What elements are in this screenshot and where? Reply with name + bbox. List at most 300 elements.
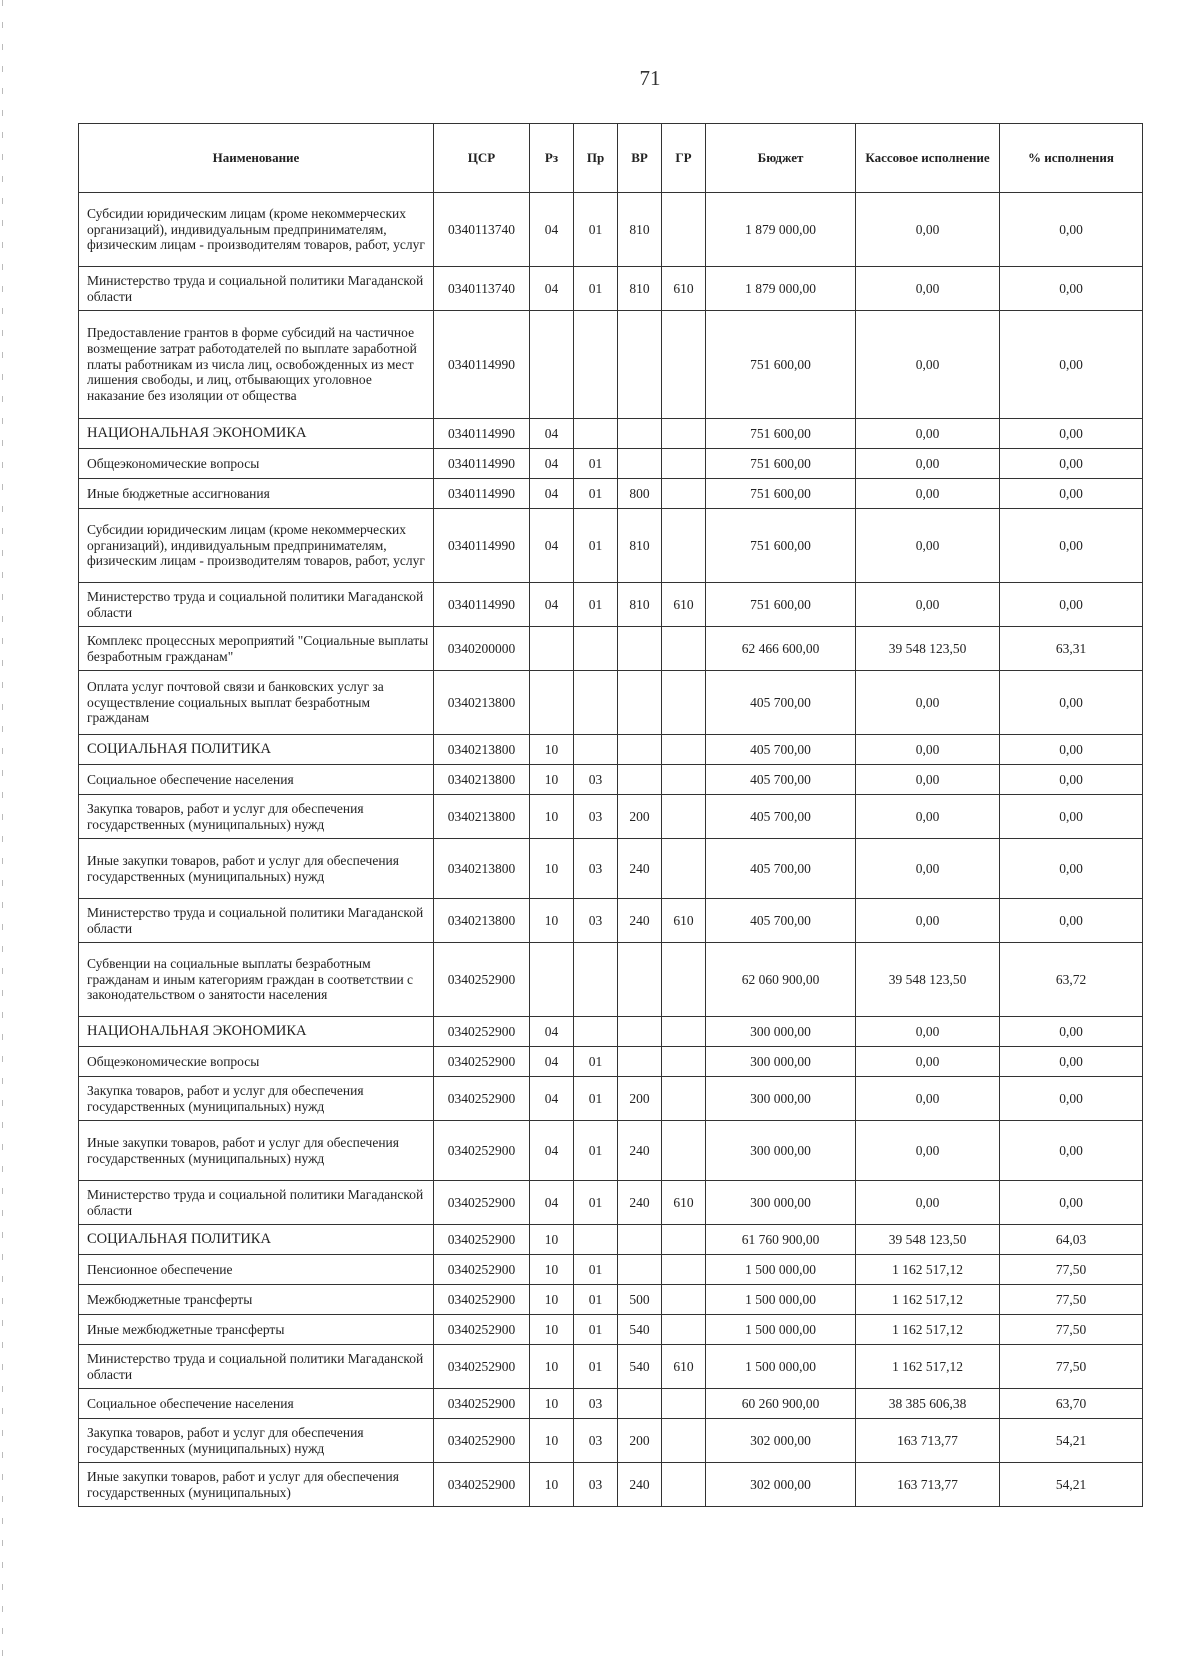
row-budget: 300 000,00 bbox=[706, 1181, 856, 1225]
row-pct: 77,50 bbox=[1000, 1285, 1143, 1315]
row-csr: 0340213800 bbox=[434, 839, 530, 899]
row-gr bbox=[662, 1225, 706, 1255]
row-pr bbox=[574, 943, 618, 1017]
row-gr bbox=[662, 509, 706, 583]
row-csr: 0340252900 bbox=[434, 1419, 530, 1463]
row-gr bbox=[662, 479, 706, 509]
row-pr bbox=[574, 627, 618, 671]
row-cash: 0,00 bbox=[856, 1121, 1000, 1181]
row-gr bbox=[662, 1017, 706, 1047]
row-pct: 0,00 bbox=[1000, 1121, 1143, 1181]
row-csr: 0340252900 bbox=[434, 1017, 530, 1047]
row-pr: 01 bbox=[574, 1345, 618, 1389]
row-budget: 751 600,00 bbox=[706, 419, 856, 449]
table-row bbox=[79, 509, 1143, 583]
row-csr: 0340113740 bbox=[434, 193, 530, 267]
row-pr: 01 bbox=[574, 1047, 618, 1077]
row-vr: 200 bbox=[618, 1419, 662, 1463]
header-vr: ВР bbox=[618, 124, 662, 193]
row-budget: 300 000,00 bbox=[706, 1047, 856, 1077]
table-row bbox=[79, 839, 1143, 899]
row-csr: 0340213800 bbox=[434, 795, 530, 839]
row-budget: 405 700,00 bbox=[706, 899, 856, 943]
row-name: Закупка товаров, работ и услуг для обеспечения государственных (муниципальных) нужд bbox=[79, 1419, 434, 1463]
table-row bbox=[79, 1463, 1143, 1507]
row-rz: 04 bbox=[530, 449, 574, 479]
row-budget: 405 700,00 bbox=[706, 839, 856, 899]
row-vr bbox=[618, 1255, 662, 1285]
row-rz: 04 bbox=[530, 419, 574, 449]
row-name: Иные межбюджетные трансферты bbox=[79, 1315, 434, 1345]
row-pr: 03 bbox=[574, 1389, 618, 1419]
row-cash: 0,00 bbox=[856, 1017, 1000, 1047]
row-pct: 0,00 bbox=[1000, 1047, 1143, 1077]
row-pr bbox=[574, 671, 618, 735]
row-pct: 63,72 bbox=[1000, 943, 1143, 1017]
row-name: Межбюджетные трансферты bbox=[79, 1285, 434, 1315]
row-rz: 04 bbox=[530, 193, 574, 267]
row-csr: 0340213800 bbox=[434, 671, 530, 735]
row-budget: 300 000,00 bbox=[706, 1121, 856, 1181]
row-csr: 0340252900 bbox=[434, 1345, 530, 1389]
row-vr bbox=[618, 735, 662, 765]
row-budget: 60 260 900,00 bbox=[706, 1389, 856, 1419]
row-pct: 0,00 bbox=[1000, 311, 1143, 419]
row-gr bbox=[662, 1047, 706, 1077]
row-gr bbox=[662, 795, 706, 839]
row-budget: 405 700,00 bbox=[706, 795, 856, 839]
row-pct: 0,00 bbox=[1000, 583, 1143, 627]
row-pct: 54,21 bbox=[1000, 1419, 1143, 1463]
row-rz: 04 bbox=[530, 1077, 574, 1121]
row-pct: 0,00 bbox=[1000, 1181, 1143, 1225]
table-body bbox=[79, 193, 1143, 1507]
row-budget: 302 000,00 bbox=[706, 1419, 856, 1463]
row-rz: 04 bbox=[530, 1047, 574, 1077]
row-cash: 0,00 bbox=[856, 735, 1000, 765]
row-rz: 10 bbox=[530, 735, 574, 765]
row-budget: 751 600,00 bbox=[706, 479, 856, 509]
row-csr: 0340252900 bbox=[434, 1225, 530, 1255]
row-vr: 240 bbox=[618, 899, 662, 943]
row-pr bbox=[574, 1225, 618, 1255]
table-row bbox=[79, 1121, 1143, 1181]
row-cash: 163 713,77 bbox=[856, 1463, 1000, 1507]
row-pct: 0,00 bbox=[1000, 671, 1143, 735]
row-vr: 240 bbox=[618, 1181, 662, 1225]
row-vr: 240 bbox=[618, 839, 662, 899]
header-rz: Рз bbox=[530, 124, 574, 193]
row-pct: 0,00 bbox=[1000, 765, 1143, 795]
header-pct: % исполнения bbox=[1000, 124, 1143, 193]
row-pr: 01 bbox=[574, 1181, 618, 1225]
row-csr: 0340113740 bbox=[434, 267, 530, 311]
row-gr: 610 bbox=[662, 267, 706, 311]
row-csr: 0340252900 bbox=[434, 1121, 530, 1181]
row-cash: 0,00 bbox=[856, 671, 1000, 735]
row-rz: 10 bbox=[530, 765, 574, 795]
row-budget: 751 600,00 bbox=[706, 583, 856, 627]
table-row bbox=[79, 943, 1143, 1017]
row-pct: 0,00 bbox=[1000, 193, 1143, 267]
row-cash: 0,00 bbox=[856, 899, 1000, 943]
table-row bbox=[79, 1181, 1143, 1225]
row-pct: 0,00 bbox=[1000, 267, 1143, 311]
row-vr bbox=[618, 311, 662, 419]
row-csr: 0340200000 bbox=[434, 627, 530, 671]
row-cash: 0,00 bbox=[856, 795, 1000, 839]
row-pct: 0,00 bbox=[1000, 509, 1143, 583]
row-budget: 1 500 000,00 bbox=[706, 1315, 856, 1345]
row-gr: 610 bbox=[662, 1345, 706, 1389]
row-cash: 1 162 517,12 bbox=[856, 1285, 1000, 1315]
row-rz: 10 bbox=[530, 1285, 574, 1315]
row-vr bbox=[618, 671, 662, 735]
row-csr: 0340114990 bbox=[434, 583, 530, 627]
row-name: Социальное обеспечение населения bbox=[79, 765, 434, 795]
row-csr: 0340252900 bbox=[434, 1389, 530, 1419]
row-pct: 0,00 bbox=[1000, 1017, 1143, 1047]
row-vr bbox=[618, 449, 662, 479]
row-pr bbox=[574, 1017, 618, 1047]
row-rz bbox=[530, 311, 574, 419]
row-rz: 04 bbox=[530, 583, 574, 627]
row-pct: 0,00 bbox=[1000, 479, 1143, 509]
row-cash: 39 548 123,50 bbox=[856, 627, 1000, 671]
row-budget: 62 060 900,00 bbox=[706, 943, 856, 1017]
row-pr: 01 bbox=[574, 267, 618, 311]
row-cash: 0,00 bbox=[856, 1181, 1000, 1225]
row-vr: 810 bbox=[618, 509, 662, 583]
row-budget: 405 700,00 bbox=[706, 671, 856, 735]
row-budget: 405 700,00 bbox=[706, 765, 856, 795]
table-row bbox=[79, 267, 1143, 311]
table-row bbox=[79, 1285, 1143, 1315]
row-pct: 54,21 bbox=[1000, 1463, 1143, 1507]
table-header-row bbox=[79, 124, 1143, 193]
row-name: НАЦИОНАЛЬНАЯ ЭКОНОМИКА bbox=[79, 1017, 434, 1047]
row-gr bbox=[662, 1389, 706, 1419]
row-name: Социальное обеспечение населения bbox=[79, 1389, 434, 1419]
table-row bbox=[79, 1225, 1143, 1255]
row-pr: 03 bbox=[574, 899, 618, 943]
row-vr bbox=[618, 1017, 662, 1047]
row-rz bbox=[530, 627, 574, 671]
row-vr bbox=[618, 943, 662, 1017]
header-gr: ГР bbox=[662, 124, 706, 193]
row-rz bbox=[530, 943, 574, 1017]
row-pr: 03 bbox=[574, 795, 618, 839]
row-gr: 610 bbox=[662, 1181, 706, 1225]
row-gr bbox=[662, 1255, 706, 1285]
row-gr bbox=[662, 1463, 706, 1507]
row-csr: 0340252900 bbox=[434, 1077, 530, 1121]
row-cash: 0,00 bbox=[856, 509, 1000, 583]
page-number: 71 bbox=[639, 66, 661, 90]
row-rz: 04 bbox=[530, 1017, 574, 1047]
table-row bbox=[79, 1345, 1143, 1389]
row-pct: 63,70 bbox=[1000, 1389, 1143, 1419]
row-name: Закупка товаров, работ и услуг для обеспечения государственных (муниципальных) нужд bbox=[79, 1077, 434, 1121]
row-name: Субсидии юридическим лицам (кроме некоммерческих организаций), индивидуальным предпринимателям, физическим лицам - производителям товаров, работ, услуг bbox=[79, 193, 434, 267]
row-cash: 0,00 bbox=[856, 839, 1000, 899]
row-budget: 62 466 600,00 bbox=[706, 627, 856, 671]
row-csr: 0340213800 bbox=[434, 765, 530, 795]
row-cash: 0,00 bbox=[856, 449, 1000, 479]
row-rz: 04 bbox=[530, 1181, 574, 1225]
row-vr: 200 bbox=[618, 1077, 662, 1121]
row-gr bbox=[662, 1077, 706, 1121]
row-pct: 0,00 bbox=[1000, 899, 1143, 943]
row-cash: 1 162 517,12 bbox=[856, 1255, 1000, 1285]
table-row bbox=[79, 1419, 1143, 1463]
row-pr: 01 bbox=[574, 193, 618, 267]
row-vr: 810 bbox=[618, 583, 662, 627]
row-gr bbox=[662, 1285, 706, 1315]
row-vr: 810 bbox=[618, 267, 662, 311]
row-budget: 1 500 000,00 bbox=[706, 1345, 856, 1389]
row-vr: 540 bbox=[618, 1315, 662, 1345]
table-row bbox=[79, 479, 1143, 509]
row-csr: 0340114990 bbox=[434, 419, 530, 449]
row-csr: 0340114990 bbox=[434, 479, 530, 509]
row-pct: 77,50 bbox=[1000, 1255, 1143, 1285]
row-pr: 03 bbox=[574, 765, 618, 795]
row-vr: 800 bbox=[618, 479, 662, 509]
row-csr: 0340114990 bbox=[434, 509, 530, 583]
row-rz: 10 bbox=[530, 1389, 574, 1419]
row-budget: 1 879 000,00 bbox=[706, 267, 856, 311]
budget-table bbox=[78, 123, 1143, 1507]
row-csr: 0340114990 bbox=[434, 449, 530, 479]
row-pct: 77,50 bbox=[1000, 1345, 1143, 1389]
row-cash: 39 548 123,50 bbox=[856, 943, 1000, 1017]
row-pr: 01 bbox=[574, 583, 618, 627]
row-name: Общеэкономические вопросы bbox=[79, 1047, 434, 1077]
row-vr: 200 bbox=[618, 795, 662, 839]
row-vr: 500 bbox=[618, 1285, 662, 1315]
table-row bbox=[79, 311, 1143, 419]
row-cash: 163 713,77 bbox=[856, 1419, 1000, 1463]
row-pr: 03 bbox=[574, 839, 618, 899]
row-csr: 0340252900 bbox=[434, 1315, 530, 1345]
row-pct: 0,00 bbox=[1000, 795, 1143, 839]
row-name: Иные закупки товаров, работ и услуг для обеспечения государственных (муниципальных) нужд bbox=[79, 1121, 434, 1181]
row-name: Субсидии юридическим лицам (кроме некоммерческих организаций), индивидуальным предпринимателям, физическим лицам - производителям товаров, работ, услуг bbox=[79, 509, 434, 583]
row-rz: 10 bbox=[530, 839, 574, 899]
row-name: СОЦИАЛЬНАЯ ПОЛИТИКА bbox=[79, 735, 434, 765]
row-cash: 38 385 606,38 bbox=[856, 1389, 1000, 1419]
row-pr bbox=[574, 419, 618, 449]
row-budget: 1 500 000,00 bbox=[706, 1255, 856, 1285]
row-cash: 0,00 bbox=[856, 1047, 1000, 1077]
row-pct: 0,00 bbox=[1000, 839, 1143, 899]
row-vr bbox=[618, 1225, 662, 1255]
row-vr: 810 bbox=[618, 193, 662, 267]
row-cash: 0,00 bbox=[856, 311, 1000, 419]
row-rz: 04 bbox=[530, 1121, 574, 1181]
row-pr: 01 bbox=[574, 479, 618, 509]
row-pr: 01 bbox=[574, 1255, 618, 1285]
row-gr: 610 bbox=[662, 899, 706, 943]
row-rz: 10 bbox=[530, 899, 574, 943]
row-pr: 01 bbox=[574, 509, 618, 583]
row-cash: 0,00 bbox=[856, 479, 1000, 509]
row-gr bbox=[662, 671, 706, 735]
row-csr: 0340252900 bbox=[434, 1255, 530, 1285]
row-csr: 0340252900 bbox=[434, 1463, 530, 1507]
row-pr: 01 bbox=[574, 449, 618, 479]
row-csr: 0340213800 bbox=[434, 899, 530, 943]
table-row bbox=[79, 735, 1143, 765]
row-pct: 63,31 bbox=[1000, 627, 1143, 671]
header-pr: Пр bbox=[574, 124, 618, 193]
row-budget: 1 500 000,00 bbox=[706, 1285, 856, 1315]
table-row bbox=[79, 193, 1143, 267]
row-rz: 04 bbox=[530, 509, 574, 583]
row-cash: 0,00 bbox=[856, 419, 1000, 449]
row-name: НАЦИОНАЛЬНАЯ ЭКОНОМИКА bbox=[79, 419, 434, 449]
row-rz: 10 bbox=[530, 1315, 574, 1345]
row-name: Иные закупки товаров, работ и услуг для обеспечения государственных (муниципальных) нужд bbox=[79, 839, 434, 899]
row-name: СОЦИАЛЬНАЯ ПОЛИТИКА bbox=[79, 1225, 434, 1255]
row-budget: 61 760 900,00 bbox=[706, 1225, 856, 1255]
table-row bbox=[79, 671, 1143, 735]
row-vr bbox=[618, 419, 662, 449]
row-gr bbox=[662, 1315, 706, 1345]
row-vr: 540 bbox=[618, 1345, 662, 1389]
row-budget: 1 879 000,00 bbox=[706, 193, 856, 267]
row-csr: 0340213800 bbox=[434, 735, 530, 765]
row-cash: 0,00 bbox=[856, 1077, 1000, 1121]
row-cash: 1 162 517,12 bbox=[856, 1315, 1000, 1345]
row-cash: 0,00 bbox=[856, 583, 1000, 627]
row-rz: 10 bbox=[530, 795, 574, 839]
row-vr: 240 bbox=[618, 1121, 662, 1181]
table-row bbox=[79, 1047, 1143, 1077]
header-name: Наименование bbox=[79, 124, 434, 193]
row-name: Субвенции на социальные выплаты безработным гражданам и иным категориям граждан в соответствии с законодательством о занятости населения bbox=[79, 943, 434, 1017]
row-vr bbox=[618, 1389, 662, 1419]
row-name: Министерство труда и социальной политики Магаданской области bbox=[79, 583, 434, 627]
row-pct: 77,50 bbox=[1000, 1315, 1143, 1345]
row-gr bbox=[662, 943, 706, 1017]
table-row bbox=[79, 583, 1143, 627]
row-name: Предоставление грантов в форме субсидий на частичное возмещение затрат работодателей по выплате заработной платы работникам из числа лиц, освобожденных из мест лишения свободы, и лиц, отбывающих уголовное наказание без изоляции от общества bbox=[79, 311, 434, 419]
row-pct: 0,00 bbox=[1000, 449, 1143, 479]
row-rz: 10 bbox=[530, 1345, 574, 1389]
row-budget: 300 000,00 bbox=[706, 1017, 856, 1047]
row-pct: 0,00 bbox=[1000, 735, 1143, 765]
row-pct: 64,03 bbox=[1000, 1225, 1143, 1255]
row-name: Министерство труда и социальной политики Магаданской области bbox=[79, 1345, 434, 1389]
row-pr bbox=[574, 735, 618, 765]
row-rz: 10 bbox=[530, 1225, 574, 1255]
row-gr bbox=[662, 839, 706, 899]
row-budget: 751 600,00 bbox=[706, 311, 856, 419]
row-vr bbox=[618, 1047, 662, 1077]
row-name: Закупка товаров, работ и услуг для обеспечения государственных (муниципальных) нужд bbox=[79, 795, 434, 839]
row-csr: 0340252900 bbox=[434, 1285, 530, 1315]
row-csr: 0340114990 bbox=[434, 311, 530, 419]
row-csr: 0340252900 bbox=[434, 943, 530, 1017]
table-row bbox=[79, 1315, 1143, 1345]
row-gr bbox=[662, 1121, 706, 1181]
row-pct: 0,00 bbox=[1000, 419, 1143, 449]
row-name: Комплекс процессных мероприятий "Социальные выплаты безработным гражданам" bbox=[79, 627, 434, 671]
header-budget: Бюджет bbox=[706, 124, 856, 193]
row-name: Министерство труда и социальной политики Магаданской области bbox=[79, 899, 434, 943]
table-row bbox=[79, 1017, 1143, 1047]
table-row bbox=[79, 1077, 1143, 1121]
row-gr bbox=[662, 193, 706, 267]
row-gr bbox=[662, 1419, 706, 1463]
row-name: Министерство труда и социальной политики Магаданской области bbox=[79, 1181, 434, 1225]
row-gr bbox=[662, 765, 706, 795]
row-name: Иные бюджетные ассигнования bbox=[79, 479, 434, 509]
row-budget: 302 000,00 bbox=[706, 1463, 856, 1507]
row-rz: 10 bbox=[530, 1255, 574, 1285]
row-cash: 1 162 517,12 bbox=[856, 1345, 1000, 1389]
row-gr bbox=[662, 419, 706, 449]
row-name: Оплата услуг почтовой связи и банковских услуг за осуществление социальных выплат безработным гражданам bbox=[79, 671, 434, 735]
row-budget: 751 600,00 bbox=[706, 449, 856, 479]
row-rz: 10 bbox=[530, 1463, 574, 1507]
row-gr bbox=[662, 311, 706, 419]
row-pr: 01 bbox=[574, 1077, 618, 1121]
row-pct: 0,00 bbox=[1000, 1077, 1143, 1121]
row-csr: 0340252900 bbox=[434, 1047, 530, 1077]
scan-edge-mark bbox=[2, 0, 3, 1661]
row-cash: 0,00 bbox=[856, 193, 1000, 267]
row-pr bbox=[574, 311, 618, 419]
row-rz: 04 bbox=[530, 479, 574, 509]
row-cash: 0,00 bbox=[856, 765, 1000, 795]
row-gr bbox=[662, 627, 706, 671]
row-name: Общеэкономические вопросы bbox=[79, 449, 434, 479]
row-pr: 01 bbox=[574, 1121, 618, 1181]
row-gr bbox=[662, 449, 706, 479]
row-rz: 10 bbox=[530, 1419, 574, 1463]
budget-table-container bbox=[78, 123, 1142, 1507]
row-budget: 405 700,00 bbox=[706, 735, 856, 765]
row-budget: 751 600,00 bbox=[706, 509, 856, 583]
row-pr: 03 bbox=[574, 1463, 618, 1507]
table-row bbox=[79, 1255, 1143, 1285]
row-gr bbox=[662, 735, 706, 765]
row-cash: 0,00 bbox=[856, 267, 1000, 311]
row-pr: 01 bbox=[574, 1315, 618, 1345]
row-vr bbox=[618, 627, 662, 671]
row-pr: 03 bbox=[574, 1419, 618, 1463]
table-row bbox=[79, 795, 1143, 839]
table-row bbox=[79, 627, 1143, 671]
row-gr: 610 bbox=[662, 583, 706, 627]
row-name: Пенсионное обеспечение bbox=[79, 1255, 434, 1285]
header-csr: ЦСР bbox=[434, 124, 530, 193]
row-name: Иные закупки товаров, работ и услуг для обеспечения государственных (муниципальных) bbox=[79, 1463, 434, 1507]
row-cash: 39 548 123,50 bbox=[856, 1225, 1000, 1255]
header-cash: Кассовое исполнение bbox=[856, 124, 1000, 193]
row-rz: 04 bbox=[530, 267, 574, 311]
row-vr: 240 bbox=[618, 1463, 662, 1507]
row-csr: 0340252900 bbox=[434, 1181, 530, 1225]
table-row bbox=[79, 765, 1143, 795]
table-row bbox=[79, 449, 1143, 479]
row-budget: 300 000,00 bbox=[706, 1077, 856, 1121]
table-row bbox=[79, 419, 1143, 449]
table-row bbox=[79, 1389, 1143, 1419]
